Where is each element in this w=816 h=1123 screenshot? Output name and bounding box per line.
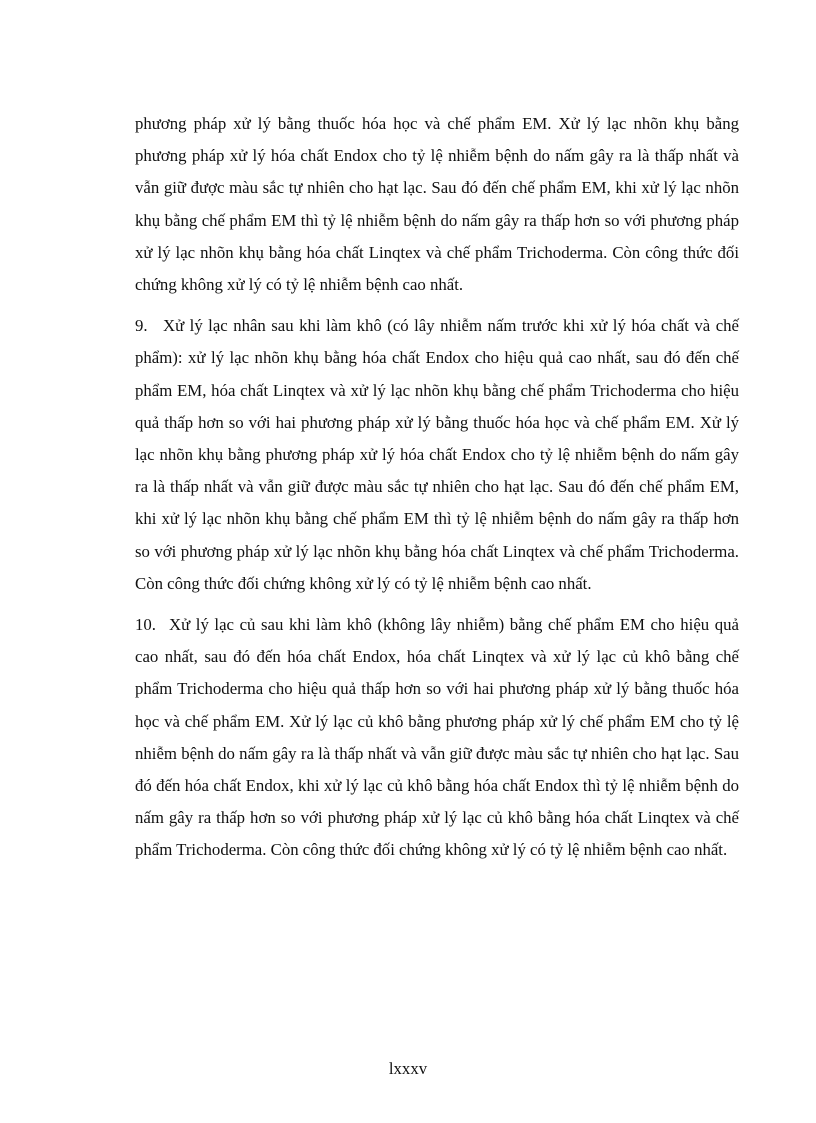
paragraph-text: Xử lý lạc củ sau khi làm khô (không lây nhiễm) bằng chế phẩm EM cho hiệu quả cao nhất, sau đó đến hóa chất Endox, hóa chất Linqtex và xử lý lạc củ khô bằng chế phẩm Trichoderma cho hiệu quả thấp hơn so với hai phương pháp xử lý bằng thuốc hóa học và chế phẩm EM. Xử lý lạc củ khô bằng phương pháp xử lý chế phẩm EM cho tỷ lệ nhiễm bệnh do nấm gây ra là thấp nhất và vẫn giữ được màu sắc tự nhiên cho hạt lạc. Sau đó đến hóa chất Endox, khi xử lý lạc củ khô bằng hóa chất Endox thì tỷ lệ nhiễm bệnh do nấm gây ra thấp hơn so với phương pháp xử lý lạc củ khô bằng hóa chất Linqtex và chế phẩm Trichoderma. Còn công thức đối chứng không xử lý có tỷ lệ nhiễm bệnh cao nhất.	[135, 615, 739, 860]
document-page	[135, 108, 739, 876]
page-number: lxxxv	[388, 1059, 428, 1078]
paragraph-text: Xử lý lạc nhân sau khi làm khô (có lây nhiễm nấm trước khi xử lý hóa chất và chế phẩm): xử lý lạc nhõn khụ bằng hóa chất Endox cho hiệu quả cao nhất, sau đó đến chế phẩm EM, hóa chất Linqtex và xử lý lạc nhõn khụ bằng chế phẩm Trichoderma cho hiệu quả thấp hơn so với hai phương pháp xử lý bằng thuốc hóa học và chế phẩm EM. Xử lý lạc nhõn khụ bằng phương pháp xử lý hóa chất Endox cho tỷ lệ nhiễm bệnh do nấm gây ra là thấp nhất và vẫn giữ được màu sắc tự nhiên cho hạt lạc. Sau đó đến chế phẩm EM, khi xử lý lạc nhõn khụ bằng chế phẩm EM thì tỷ lệ nhiễm bệnh do nấm gây ra thấp hơn so với phương pháp xử lý lạc nhõn khụ bằng hóa chất Linqtex và chế phẩm Trichoderma. Còn công thức đối chứng không xử lý có tỷ lệ nhiễm bệnh cao nhất.	[135, 316, 739, 593]
paragraph-text: phương pháp xử lý bằng thuốc hóa học và chế phẩm EM. Xử lý lạc nhõn khụ bằng phương pháp xử lý hóa chất Endox cho tỷ lệ nhiễm bệnh do nấm gây ra là thấp nhất và vẫn giữ được màu sắc tự nhiên cho hạt lạc. Sau đó đến chế phẩm EM, khi xử lý lạc nhõn khụ bằng chế phẩm EM thì tỷ lệ nhiễm bệnh do nấm gây ra thấp hơn so với phương pháp xử lý lạc nhõn khụ bằng hóa chất Linqtex và chế phẩm Trichoderma. Còn công thức đối chứng không xử lý có tỷ lệ nhiễm bệnh cao nhất.	[135, 114, 739, 295]
paragraph-number: 9.	[135, 316, 148, 336]
paragraph-number: 10.	[135, 615, 156, 635]
paragraph-item-9	[135, 310, 739, 600]
paragraph-continued	[135, 108, 739, 301]
paragraph-item-10	[135, 609, 739, 867]
